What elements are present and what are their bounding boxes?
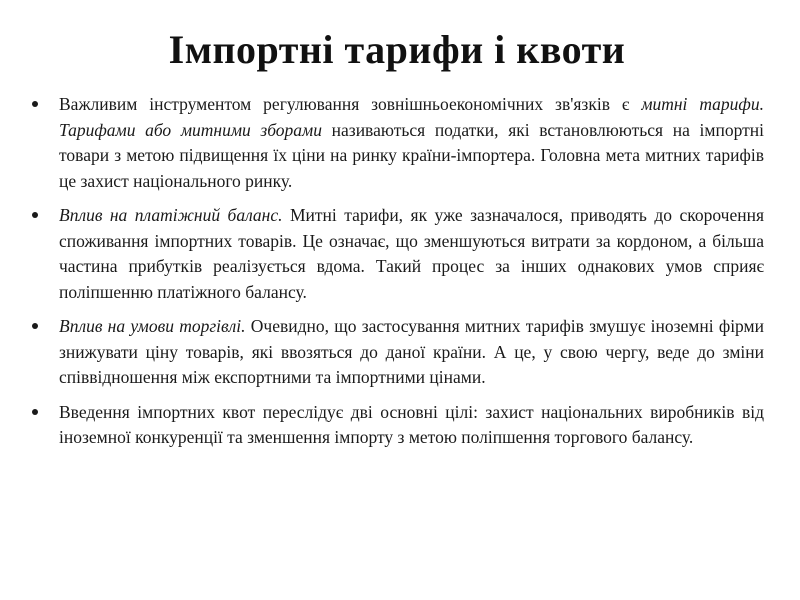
bullet-text: Важливим інструментом регулювання зовнішньоекономічних зв'язків є bbox=[59, 94, 642, 114]
bullet-list bbox=[30, 92, 764, 451]
bullet-text: називаються податки, які встановлюються на імпортні товари з метою підвищення їх ціни на ринку країни-імпортера. Головна мета митних тарифів це захист національного ринку. bbox=[59, 119, 764, 191]
bullet-item-4 bbox=[30, 400, 764, 451]
bullet-text: Введення імпортних квот переслідує дві основні цілі: захист національних виробників від іноземної конкуренції та зменшення імпорту з метою поліпшення торгового балансу. bbox=[59, 401, 764, 447]
bullet-text: Очевидно, що застосування митних тарифів змушує іноземні фірми знижувати ціну товарів, які ввозяться до даної країни. А це, у свою чергу, веде до зміни співвідношення між експортними та імпортними цінами. bbox=[59, 316, 764, 387]
bullet-item-3 bbox=[30, 314, 764, 391]
bullet-item-1 bbox=[30, 92, 764, 194]
page-title: Імпортні тарифи і квоти bbox=[168, 27, 626, 72]
bullet-item-2 bbox=[30, 203, 764, 305]
bullet-text: Митні тарифи, як уже зазначалося, приводять до скорочення споживання імпортних товарів. Це означає, що зменшуються витрати за кордоном, а більша частина прибутків реалізується вдома. Такий процес за інших однакових умов сприяє поліпшенню платіжного балансу. bbox=[59, 205, 765, 302]
bullet-text-italic: митні тарифи. Тарифами або митними зборами bbox=[59, 94, 764, 140]
bullet-text-italic: Вплив на платіжний баланс. bbox=[59, 205, 283, 225]
bullet-text-italic: Вплив на умови торгівлі. bbox=[59, 316, 246, 336]
